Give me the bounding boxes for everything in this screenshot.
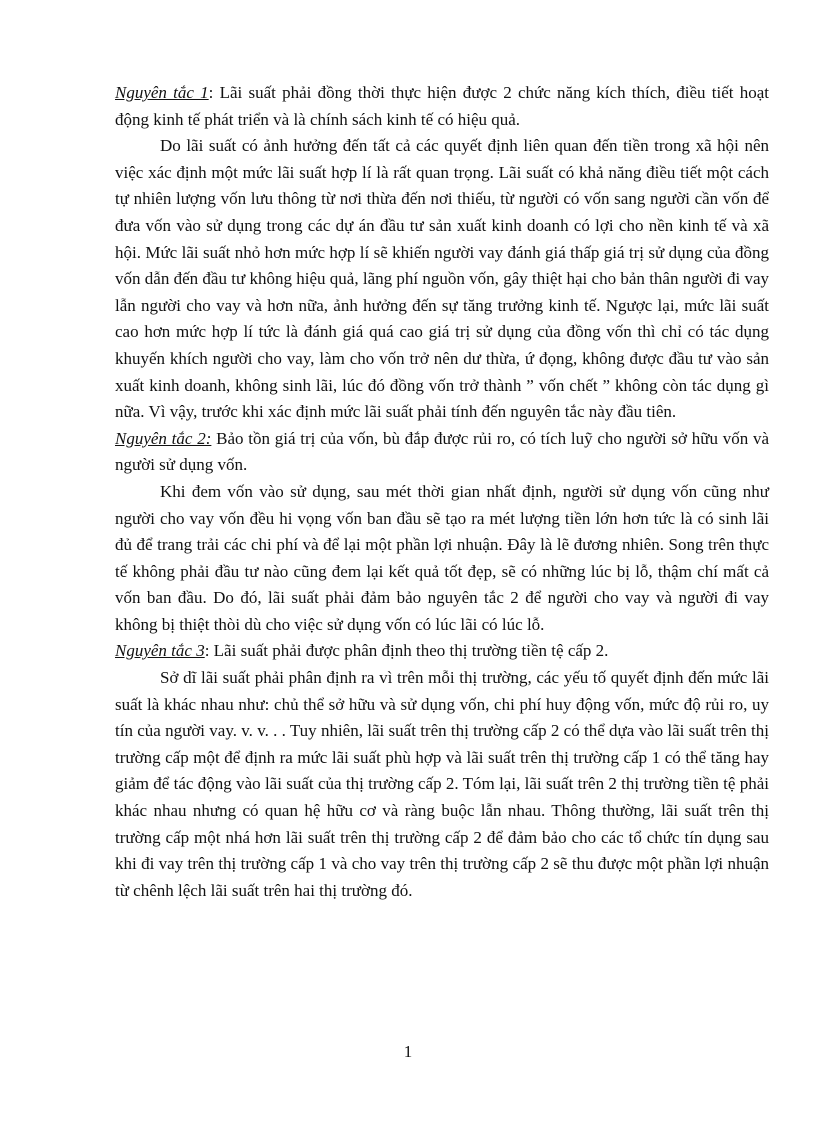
paragraph-1: Do lãi suất có ảnh hưởng đến tất cả các quyết định liên quan đến tiền trong xã hội nên việc xác định một mức lãi suất hợp lí là rất quan trọng. Lãi suất có khả năng điều tiết một cách tự nhiên lượng vốn lưu thông từ nơi thừa đến nơi thiếu, từ người có vốn sang người cần vốn để đưa vốn vào sử dụng trong các dự án đầu tư sản xuất kinh doanh có lợi cho nền kinh tế và xã hội. Mức lãi suất nhỏ hơn mức hợp lí sẽ khiến người vay đánh giá thấp giá trị sử dụng của đồng vốn dẫn đến đầu tư không hiệu quả, lãng phí nguồn vốn, gây thiệt hại cho bản thân người đi vay lẫn người cho vay và hơn nữa, ảnh hưởng đến sự tăng trưởng kinh tế. Ngược lại, mức lãi suất cao hơn mức hợp lí tức là đánh giá quá cao giá trị sử dụng của đồng vốn thì chỉ có tác dụng khuyến khích người cho vay, làm cho vốn trở nên dư thừa, ứ đọng, không được đầu tư vào sản xuất kinh doanh, không sinh lãi, lúc đó đồng vốn trở thành ” vốn chết ” không còn tác dụng gì nữa. Vì vậy, trước khi xác định mức lãi suất phải tính đến nguyên tắc này đầu tiên.	[115, 136, 769, 422]
principle-2	[115, 426, 769, 479]
principle-1	[115, 80, 769, 133]
principle-1-label: Nguyên tắc 1	[115, 83, 209, 102]
page-number: 1	[403, 1042, 413, 1061]
principle-2-text: Bảo tồn giá trị của vốn, bù đắp được rủi ro, có tích luỹ cho người sở hữu vốn và người sử dụng vốn.	[115, 428, 769, 475]
principle-3-text: : Lãi suất phải được phân định theo thị trường tiền tệ cấp 2.	[204, 641, 609, 661]
paragraph-3: Sở dĩ lãi suất phải phân định ra vì trên mỗi thị trường, các yếu tố quyết định đến mức lãi suất là khác nhau như: chủ thể sở hữu và sử dụng vốn, chi phí huy động vốn, mức độ rủi ro, uy tín của người vay. v. v. . . Tuy nhiên, lãi suất trên thị trường cấp 2 có thể dựa vào lãi suất trên thị trường cấp một để định ra mức lãi suất phù hợp và lãi suất trên thị trường cấp 1 có thể tăng hay giảm để tác động vào lãi suất của thị trường cấp 2. Tóm lại, lãi suất trên 2 thị trường tiền tệ phải khác nhau nhưng có quan hệ hữu cơ và ràng buộc lẫn nhau. Thông thường, lãi suất trên thị trường cấp một nhá hơn lãi suất trên thị trường cấp 2 để đảm bảo cho các tổ chức tín dụng sau khi đi vay trên thị trường cấp 1 và cho vay trên thị trường cấp 2 sẽ thu được một phần lợi nhuận từ chênh lệch lãi suất trên hai thị trường đó.	[115, 668, 769, 900]
document-page	[115, 80, 769, 904]
principle-3	[115, 638, 769, 665]
principle-1-text: : Lãi suất phải đồng thời thực hiện được 2 chức năng kích thích, điều tiết hoạt động kinh tế phát triển và là chính sách kinh tế có hiệu quả.	[115, 83, 769, 129]
principle-3-label: Nguyên tắc 3	[115, 641, 205, 661]
principle-2-label: Nguyên tắc 2:	[115, 428, 212, 448]
paragraph-2: Khi đem vốn vào sử dụng, sau mét thời gian nhất định, người sử dụng vốn cũng như người cho vay vốn đều hi vọng vốn ban đầu sẽ tạo ra mét lượng tiền lớn hơn tức là có sinh lãi đủ để trang trải các chi phí và để lại một phần lợi nhuận. Đây là lẽ đương nhiên. Song trên thực tế không phải đầu tư nào cũng đem lại kết quả tốt đẹp, sẽ có những lúc bị lỗ, thậm chí mất cả vốn ban đầu. Do đó, lãi suất phải đảm bảo nguyên tắc 2 để người cho vay và người đi vay không bị thiệt thòi dù cho việc sử dụng vốn có lúc lãi có lúc lỗ.	[115, 481, 769, 634]
